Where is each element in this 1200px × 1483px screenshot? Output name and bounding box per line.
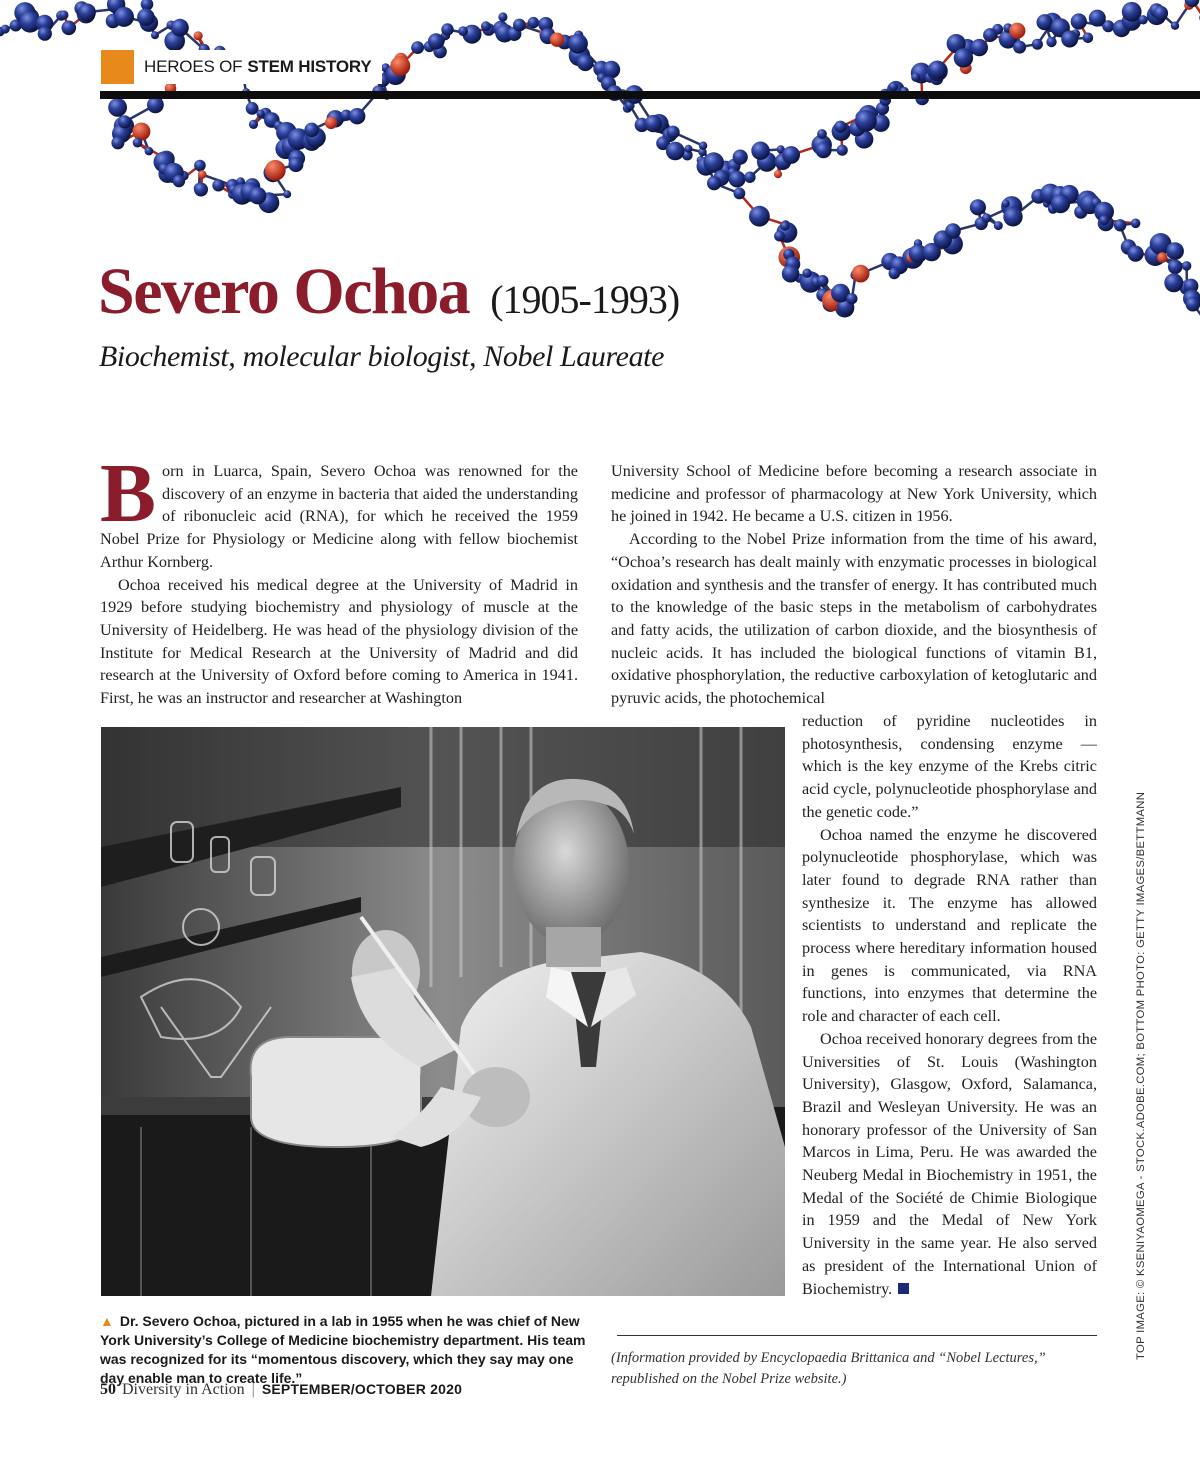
paragraph: University School of Medicine before becoming a research associate in medicine and professor of pharmacology at New York University, which he joined in 1942. He became a U.S. citizen in 1956.	[611, 462, 1097, 526]
source-note: (Information provided by Encyclopaedia Brittanica and “Nobel Lectures,” republished on the Nobel Prize website.)	[611, 1350, 1046, 1387]
body-column-1	[100, 447, 578, 710]
paragraph	[100, 447, 578, 574]
issue-date: SEPTEMBER/OCTOBER 2020	[261, 1381, 463, 1397]
article-title	[98, 252, 679, 340]
photo-credit-text: TOP IMAGE: © KSENIYAOMEGA - STOCK.ADOBE.COM; BOTTOM PHOTO: GETTY IMAGES/BETTMANN	[1135, 791, 1147, 1360]
paragraph-text: orn in Luarca, Spain, Severo Ochoa was renowned for the discovery of an enzyme in bacteria that aided the understanding of ribonucleic acid (RNA), for which he received the 1959 Nobel Prize for Physiology or Medicine along with fellow biochemist Arthur Kornberg.	[100, 462, 578, 571]
body-column-3	[802, 710, 1097, 1300]
section-tag	[101, 50, 382, 84]
publication-name: Diversity in Action	[122, 1381, 245, 1398]
section-tag-label	[134, 50, 382, 84]
section-tag-prefix: HEROES OF	[144, 57, 243, 76]
tag-color-block	[101, 50, 134, 84]
paragraph: reduction of pyridine nucleotides in photosynthesis, condensing enzyme — which is the key enzyme of the Krebs citric acid cycle, polynucleotide phosphorylase and the genetic code.”	[802, 712, 1097, 821]
title-years: (1905-1993)	[490, 277, 680, 322]
page-number: 50	[100, 1381, 116, 1398]
dropcap: B	[100, 447, 157, 540]
header-rule	[100, 91, 1200, 99]
source-rule	[617, 1335, 1097, 1336]
paragraph-text: Ochoa received honorary degrees from the Universities of St. Louis (Washington University), Glasgow, Oxford, Salamanca, Brazil and Wesleyan University. He was an honorary professor of the University of San Marcos in Lima, Peru. He was awarded the Neuberg Medal in Biochemistry in 1951, the Medal of the Société de Chimie Biologique in 1959 and the Medal of New York University in the same year. He also served as president of the International Union of Biochemistry.	[802, 1029, 1097, 1298]
paragraph: According to the Nobel Prize information from the time of his award, “Ochoa’s research has dealt mainly with enzymatic processes in biological oxidation and synthesis and the transfer of energy. It has contributed much to the knowledge of the basic steps in the metabolism of carbohydrates and fatty acids, the utilization of carbon dioxide, and the biosynthesis of nucleic acids. It has included the biological functions of vitamin B1, oxidative phosphorylation, the reductive carboxylation of ketoglutaric and pyruvic acids, the photochemical	[611, 530, 1097, 708]
caption-text: Dr. Severo Ochoa, pictured in a lab in 1955 when he was chief of New York University’s College of Medicine biochemistry department. His team was recognized for its “momentous discovery, which they say may one day enable man to create life.”	[100, 1313, 586, 1386]
section-tag-emphasis: STEM HISTORY	[247, 57, 372, 76]
black-and-white-lab-photo	[101, 727, 785, 1296]
footer-separator: |	[251, 1381, 255, 1398]
caption-marker-icon: ▲	[100, 1313, 114, 1329]
end-mark-icon	[898, 1283, 909, 1294]
page-footer	[100, 1381, 462, 1399]
article-subtitle: Biochemist, molecular biologist, Nobel Laureate	[99, 340, 665, 373]
photo-credit	[1131, 791, 1147, 1360]
photo-caption	[100, 1312, 590, 1388]
paragraph-final	[802, 1028, 1097, 1300]
body-column-2	[611, 460, 1097, 710]
paragraph: Ochoa received his medical degree at the University of Madrid in 1929 before studying biochemistry and physiology of muscle at the University of Heidelberg. He was head of the physiology division of the Institute for Medical Research at the University of Madrid and did research at the University of Oxford before coming to America in 1941. First, he was an instructor and researcher at Washington	[100, 575, 578, 708]
paragraph: Ochoa named the enzyme he discovered polynucleotide phosphorylase, which was later found to degrade RNA rather than synthesize it. The enzyme has allowed scientists to understand and replicate the process where hereditary information housed in genes is communicated, via RNA functions, into enzymes that determine the role and character of each cell.	[802, 825, 1097, 1026]
title-name: Severo Ochoa	[98, 255, 470, 328]
